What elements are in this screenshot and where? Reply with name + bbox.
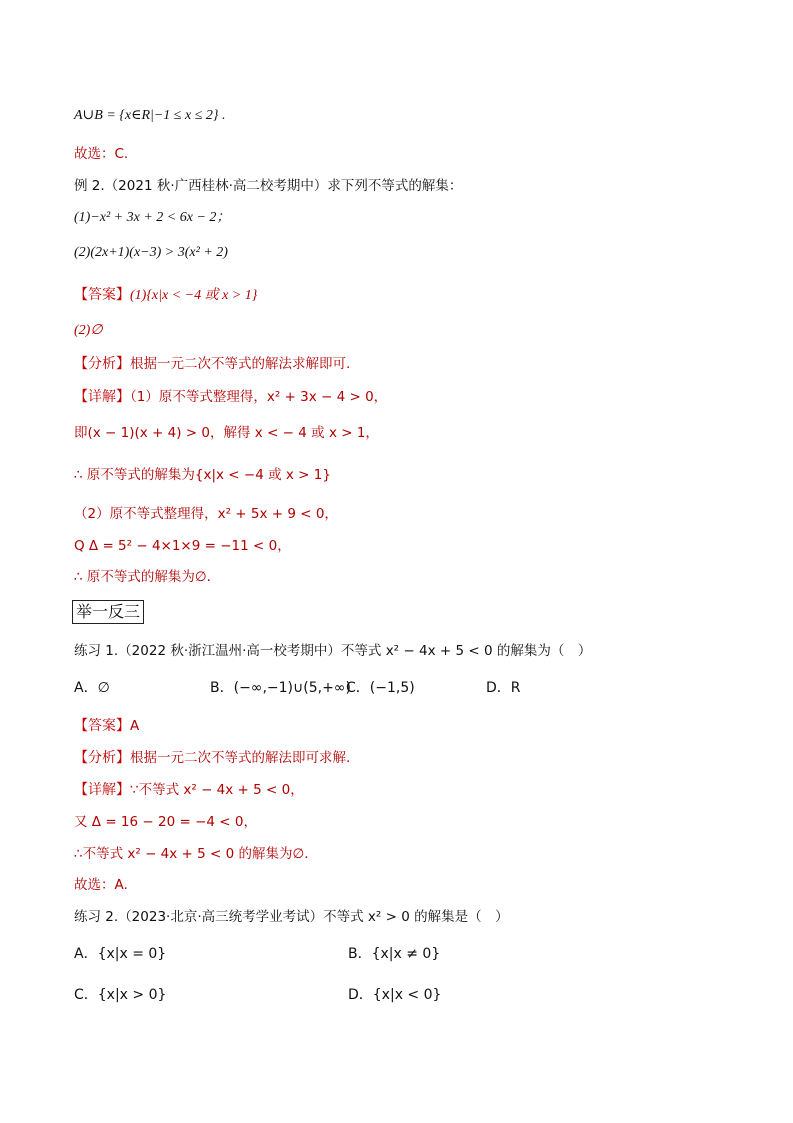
detail-line-9: ∴不等式 x² − 4x + 5 < 0 的解集为∅. [74,846,309,862]
answer-line [74,286,257,305]
analysis-tag: 【分析】 [74,356,130,372]
exercise-2-title: 练习 2.（2023·北京·高三统考学业考试）不等式 x² > 0 的解集是（ ） [74,909,509,925]
detail-line-3: ∴ 原不等式的解集为{x|x < −4 或 x > 1} [74,467,331,483]
q2-option-b: B．{x|x ≠ 0} [348,946,441,962]
union-result-line: A∪B = {x∈R|−1 ≤ x ≤ 2} . [74,108,226,123]
detail-line-1 [74,388,387,406]
choice-a-line: 故选：A. [74,877,128,893]
detail-text-7: ∵不等式 x² − 4x + 5 < 0， [130,782,304,798]
q1-option-c: C．(−1,5) [346,680,415,696]
answer-line-2 [74,717,139,735]
answer-tag-2: 【答案】 [74,718,130,734]
analysis-line-2 [74,749,350,767]
analysis-tag-2: 【分析】 [74,750,130,766]
answer-tag: 【答案】 [74,287,130,303]
section-box-label: 举一反三 [72,600,144,624]
example-2-part-2: (2)(2x+1)(x−3) > 3(x² + 2) [74,245,228,260]
section-box [72,600,144,624]
example-2-title: 例 2.（2021 秋·广西桂林·高二校考期中）求下列不等式的解集： [74,178,463,194]
analysis-text-2: 根据一元二次不等式的解法即可求解. [130,750,351,766]
detail-line-7 [74,781,304,799]
exercise-1-title: 练习 1.（2022 秋·浙江温州·高一校考期中）不等式 x² − 4x + 5 < 0 的解集为（ ） [74,643,592,659]
answer-part-2: (2)∅ [74,323,103,338]
q1-option-a: A．∅ [74,680,110,696]
q1-option-b: B．(−∞,−1)∪(5,+∞) [210,680,351,696]
detail-line-6: ∴ 原不等式的解集为∅. [74,569,211,585]
answer-text-2: A [130,718,140,734]
detail-tag-2: 【详解】 [74,782,130,798]
detail-tag: 【详解】 [74,389,130,405]
detail-text-1: （1）原不等式整理得，x² + 3x − 4 > 0， [130,389,388,405]
detail-line-5: Q Δ = 5² − 4×1×9 = −11 < 0， [74,538,291,554]
detail-line-2: 即(x − 1)(x + 4) > 0，解得 x < − 4 或 x > 1， [74,425,379,441]
example-2-part-1: (1)−x² + 3x + 2 < 6x − 2； [74,210,231,225]
q2-option-c: C．{x|x > 0} [74,987,167,1003]
q2-option-d: D．{x|x < 0} [348,987,442,1003]
detail-line-8: 又 Δ = 16 − 20 = −4 < 0， [74,814,257,830]
choice-c-line: 故选：C. [74,146,129,162]
q2-option-a: A．{x|x = 0} [74,946,167,962]
answer-text: (1){x|x < −4 或 x > 1} [130,288,258,303]
analysis-line [74,355,350,373]
detail-line-4: （2）原不等式整理得，x² + 5x + 9 < 0， [74,506,338,522]
analysis-text: 根据一元二次不等式的解法求解即可. [130,356,351,372]
q1-option-d: D．R [486,680,521,696]
